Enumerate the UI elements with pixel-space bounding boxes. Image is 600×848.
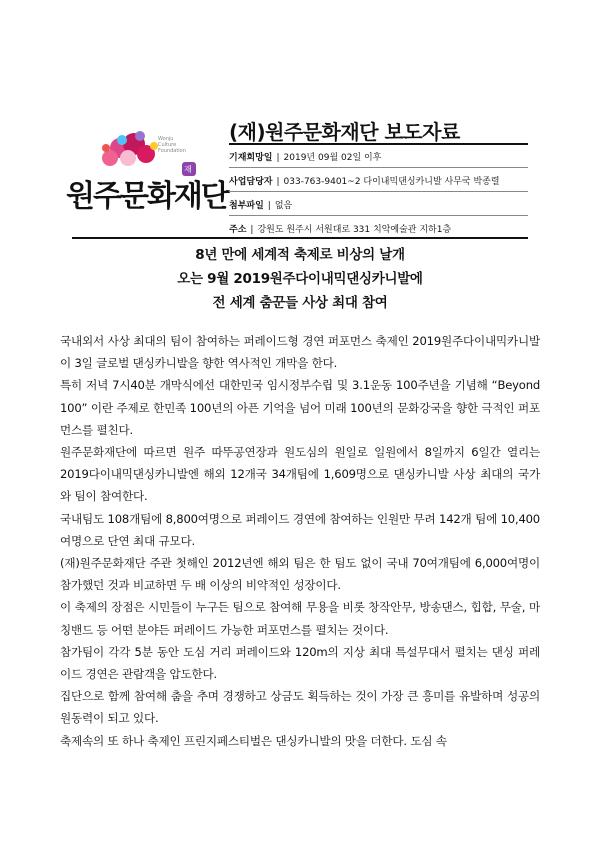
meta-label: 기재희망일 (229, 153, 273, 163)
title-divider (229, 143, 528, 145)
crest-graphic (102, 131, 158, 166)
svg-text:Wonju: Wonju (158, 136, 174, 142)
meta-row-address: 주소 | 강원도 원주시 서원대로 331 치악예술관 지하1층 (229, 225, 452, 235)
paragraph: 국내외서 사상 최대의 팀이 참여하는 퍼레이드형 경연 퍼포먼스 축제인 2019원주다이내믹카니발이 3일 글로벌 댄싱카니발을 향한 역사적인 개막을 한다. (60, 334, 540, 371)
svg-text:Culture: Culture (158, 142, 177, 148)
paragraph: 참가팀이 각각 5분 동안 도심 거리 퍼레이드와 120m의 지상 최대 특설무대서 펼치는 댄싱 퍼레이드 경연은 관람객을 압도한다. (60, 644, 540, 682)
headline (60, 243, 540, 315)
paragraph: 특히 저녁 7시40분 개막식에선 대한민국 임시정부수립 및 3.1운동 100주년을 기념해 “Beyond 100” 이란 주제로 한민족 100년의 아픈 기억을 넘어 미래 100년의 문화강국을 향한 극적인 퍼포먼스를 펼친다. (60, 378, 540, 437)
meta-row-contact: 사업담당자 | 033-763-9401~2 다이내믹댄싱카니발 사무국 박종렬 (229, 177, 500, 187)
meta-row-attachment: 첨부파일 | 없음 (229, 201, 293, 211)
paragraph: 국내팀도 108개팀에 8,800여명으로 퍼레이드 경연에 참여하는 인원만 무려 142개 팀에 10,400여명으로 단연 최대 규모다. (60, 511, 540, 548)
headline-line: 오는 9월 2019원주다이내믹댄싱카니발에 (177, 271, 423, 287)
headline-line: 전 세계 춤꾼들 사상 최대 참여 (212, 295, 388, 311)
svg-text:원주문화재단: 원주문화재단 (66, 179, 228, 214)
paragraph: 집단으로 함께 참여해 춤을 추며 경쟁하고 상금도 획득하는 것이 가장 큰 흥미를 유발하며 성공의 원동력이 되고 있다. (60, 689, 540, 726)
meta-value: 없음 (274, 201, 293, 211)
paragraph: 이 축제의 장점은 시민들이 누구든 팀으로 참여해 무용을 비롯 창작안무, 방송댄스, 힙합, 무술, 마칭밴드 등 어떤 분야든 퍼레이드 가능한 퍼포먼스를 펼치는 것이다. (60, 600, 540, 637)
svg-text:Foundation: Foundation (158, 148, 186, 154)
header-bottom-divider (72, 237, 528, 239)
page-title: (재)원주문화재단 보도자료 (229, 120, 460, 144)
meta-label: 사업담당자 (229, 177, 273, 187)
paragraph: 원주문화재단에 따르면 원주 따뚜공연장과 원도심의 원일로 일원에서 8일까지 6일간 열리는 2019다이내믹댄싱카니발엔 해외 12개국 34개팀에 1,609명으로 댄싱카니발 사상 최대의 국가와 팀이 참여한다. (60, 445, 540, 504)
article-body (60, 330, 540, 752)
meta-row-date: 기재희망일 | 2019년 09월 02일 이후 (229, 153, 382, 163)
meta-value: 2019년 09월 02일 이후 (283, 153, 382, 163)
foundation-logo (62, 118, 228, 228)
meta-value: 강원도 원주시 서원대로 331 치악예술관 지하1층 (257, 225, 452, 235)
meta-value: 033-763-9401~2 다이내믹댄싱카니발 사무국 박종렬 (283, 177, 500, 187)
meta-label: 주소 (229, 225, 247, 235)
paragraph: (재)원주문화재단 주관 첫해인 2012년엔 해외 팀은 한 팀도 없이 국내 70여개팀에 6,000여명이 참가했던 것과 비교하면 두 배 이상의 비약적인 성장이다. (60, 556, 540, 593)
paragraph: 축제속의 또 하나 축제인 프린지페스티벌은 댄싱카니발의 맛을 더한다. 도심 속 (60, 733, 447, 748)
headline-line: 8년 만에 세계적 축제로 비상의 날개 (195, 247, 405, 263)
meta-label: 첨부파일 (229, 201, 264, 211)
svg-text:재: 재 (184, 165, 192, 174)
